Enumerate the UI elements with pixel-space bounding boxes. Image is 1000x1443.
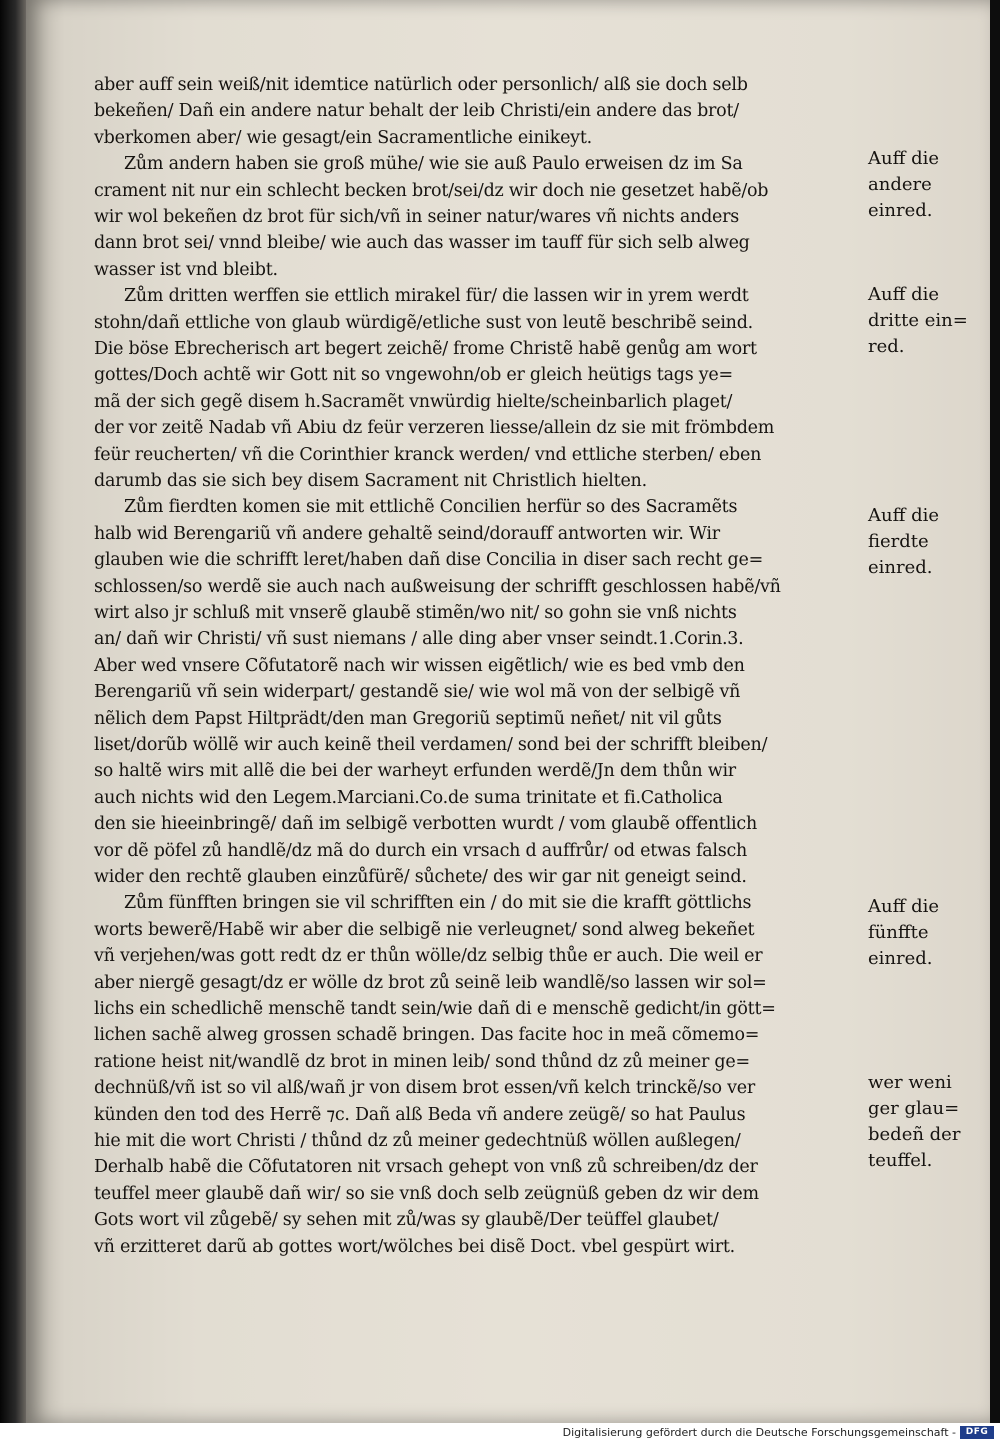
margin-note-fuenffte-einred [868,894,988,972]
text-line: gottes/Doch achtẽ wir Gott nit so vngewohn/ob er gleich heütigs tags ye= [94,365,733,386]
text-line: wir wol bekeñen dz brot für sich/vñ in seiner natur/wares vñ nichts anders [94,207,739,227]
margin-note-line: ger glau= [868,1098,960,1119]
text-line: lichen sachẽ alweg grossen schadẽ bringen. Das facite hoc in meã cõmemo= [94,1025,760,1046]
text-line: aber auff sein weiß/nit idemtice natürlich oder personlich/ alß sie doch selb [94,75,748,95]
digitization-footer [0,1423,1000,1443]
text-line: darumb das sie sich bey disem Sacrament nit Christlich hielten. [94,471,647,491]
text-line: halb wid Berengariũ vñ andere gehaltẽ seind/dorauff antworten wir. Wir [94,523,720,544]
text-line: Zům fierdten komen sie mit ettlichẽ Concilien herfür so des Sacramẽts [124,497,738,518]
text-line: vberkomen aber/ wie gesagt/ein Sacramentliche einikeyt. [94,127,592,148]
text-line: Zům andern haben sie groß mühe/ wie sie auß Paulo erweisen dz im Sa [124,154,743,175]
margin-note-line: einred. [868,948,933,969]
margin-note-line: Auff die [868,148,940,169]
text-line: den sie hieeinbringẽ/ dañ im selbigẽ verbotten wurdt / vom glaubẽ offentlich [94,814,757,835]
text-line: dann brot sei/ vnnd bleibe/ wie auch das wasser im tauff für sich selb alweg [94,233,750,254]
text-line: vñ erzitteret darũ ab gottes wort/wölches bei disẽ Doct. vbel gespürt wirt. [94,1236,735,1257]
text-line: mã der sich gegẽ disem h.Sacramẽt vnwürdig hielte/scheinbarlich plaget/ [94,391,733,412]
margin-note-line: wer weni [868,1072,952,1093]
funding-credit: Digitalisierung gefördert durch die Deutsche Forschungsgemeinschaft - [562,1426,956,1439]
text-line: Derhalb habẽ die Cõfutatoren nit vrsach gehept von vnß zů schreiben/dz der [94,1157,758,1178]
text-line: nẽlich dem Papst Hiltprädt/den man Gregoriũ septimũ neñet/ nit vil gůts [94,708,722,729]
margin-note-andere-einred [868,146,988,224]
text-line: dechnüß/vñ ist so vil alß/wañ jr von disem brot essen/vñ kelch trinckẽ/so ver [94,1078,755,1099]
margin-note-line: einred. [868,557,933,578]
text-line: vñ verjehen/was gott redt dz er thůn wölle/dz selbig thůe er auch. Die weil er [94,946,763,967]
text-line: Gots wort vil zůgebẽ/ sy sehen mit zů/was sy glaubẽ/Der teüffel glaubet/ [94,1210,719,1231]
text-line: schlossen/so werdẽ sie auch nach außweisung der schrifft geschlossen habẽ/vñ [94,576,781,597]
text-line: aber niergẽ gesagt/dz er wölle dz brot zů seinẽ leib wandlẽ/so lassen wir sol= [94,972,767,993]
text-line: wider den rechtẽ glauben einzůfürẽ/ sůchete/ des wir gar nit geneigt seind. [94,867,747,887]
margin-note-line: Auff die [868,284,940,305]
text-line: der vor zeitẽ Nadab vñ Abiu dz feür verzeren liesse/allein dz sie mit frömbdem [94,418,775,439]
text-line: an/ dañ wir Christi/ vñ sust niemans / alle ding aber vnser seindt.1.Corin.3. [94,629,744,650]
text-line: auch nichts wid den Legem.Marciani.Co.de suma trinitate et fi.Catholica [94,787,723,808]
margin-note-line: dritte ein= [868,310,968,331]
margin-note-fierdte-einred [868,503,988,581]
text-line: worts bewerẽ/Habẽ wir aber die selbigẽ nie verleugnet/ sond alweg bekeñet [94,919,755,940]
text-line: wirt also jr schluß mit vnserẽ glaubẽ stimẽn/wo nit/ so gohn sie vnß nichts [94,603,737,623]
margin-note-teuffel [868,1070,988,1174]
margin-note-line: red. [868,336,905,357]
dfg-logo-icon: DFG [960,1426,994,1439]
margin-note-line: teuffel. [868,1150,933,1171]
text-line: Die böse Ebrecherisch art begert zeichẽ/ frome Christẽ habẽ genůg am wort [94,339,757,359]
margin-note-line: fierdte [868,531,929,552]
text-line: Berengariũ vñ sein widerpart/ gestandẽ sie/ wie wol mã von der selbigẽ vñ [94,682,741,703]
text-line: Aber wed vnsere Cõfutatorẽ nach wir wissen eigẽtlich/ wie es bed vmb den [94,655,745,676]
text-line: Zům dritten werffen sie ettlich mirakel für/ die lassen wir in yrem werdt [124,286,749,307]
text-line: so haltẽ wirs mit allẽ die bei der warheyt erfunden werdẽ/Jn dem thůn wir [94,761,736,782]
text-line: glauben wie die schrifft leret/haben dañ dise Concilia in diser sach recht ge= [94,550,763,571]
margin-note-line: Auff die [868,505,940,526]
text-line: ratione heist nit/wandlẽ dz brot in minen leib/ sond thůnd dz zů meiner ge= [94,1051,750,1072]
text-line: bekeñen/ Dañ ein andere natur behalt der leib Christi/ein andere das brot/ [94,101,739,122]
text-line: teuffel meer glaubẽ dañ wir/ so sie vnß doch selb zeügnüß geben dz wir dem [94,1183,759,1204]
text-line: liset/dorũb wöllẽ wir auch keinẽ theil verdamen/ sond bei der schrifft bleiben/ [94,735,768,755]
text-line: lichs ein schedlichẽ menschẽ tandt sein/wie dañ di e menschẽ gedicht/in gött= [94,999,776,1019]
margin-note-dritte-einred [868,282,988,360]
text-line: vor dẽ pöfel zů handlẽ/dz mã do durch ein vrsach d auffrůr/ od etwas falsch [94,840,748,861]
margin-note-line: andere [868,174,932,195]
margin-note-line: fünffte [868,922,929,943]
book-gutter-edge [0,0,26,1423]
text-line: feür reucherten/ vñ die Corinthier kranck werden/ vnd ettliche sterben/ eben [94,444,762,465]
margin-note-line: Auff die [868,896,940,917]
text-line: stohn/dañ ettliche von glaub würdigẽ/etliche sust von leutẽ beschribẽ seind. [94,312,753,333]
margin-note-line: bedeñ der [868,1124,961,1145]
text-line: wasser ist vnd bleibt. [94,259,278,280]
margin-note-line: einred. [868,200,933,221]
text-line: crament nit nur ein schlecht becken brot/sei/dz wir doch nie gesetzet habẽ/ob [94,180,769,201]
text-line: Zům fünfften bringen sie vil schrifften ein / do mit sie die krafft göttlichs [124,893,752,914]
text-line: künden den tod des Herrẽ ⁊c. Dañ alß Beda vñ andere zeügẽ/ so hat Paulus [94,1104,746,1125]
text-line: hie mit die wort Christi / thůnd dz zů meiner gedechtnüß wöllen außlegen/ [94,1131,741,1151]
